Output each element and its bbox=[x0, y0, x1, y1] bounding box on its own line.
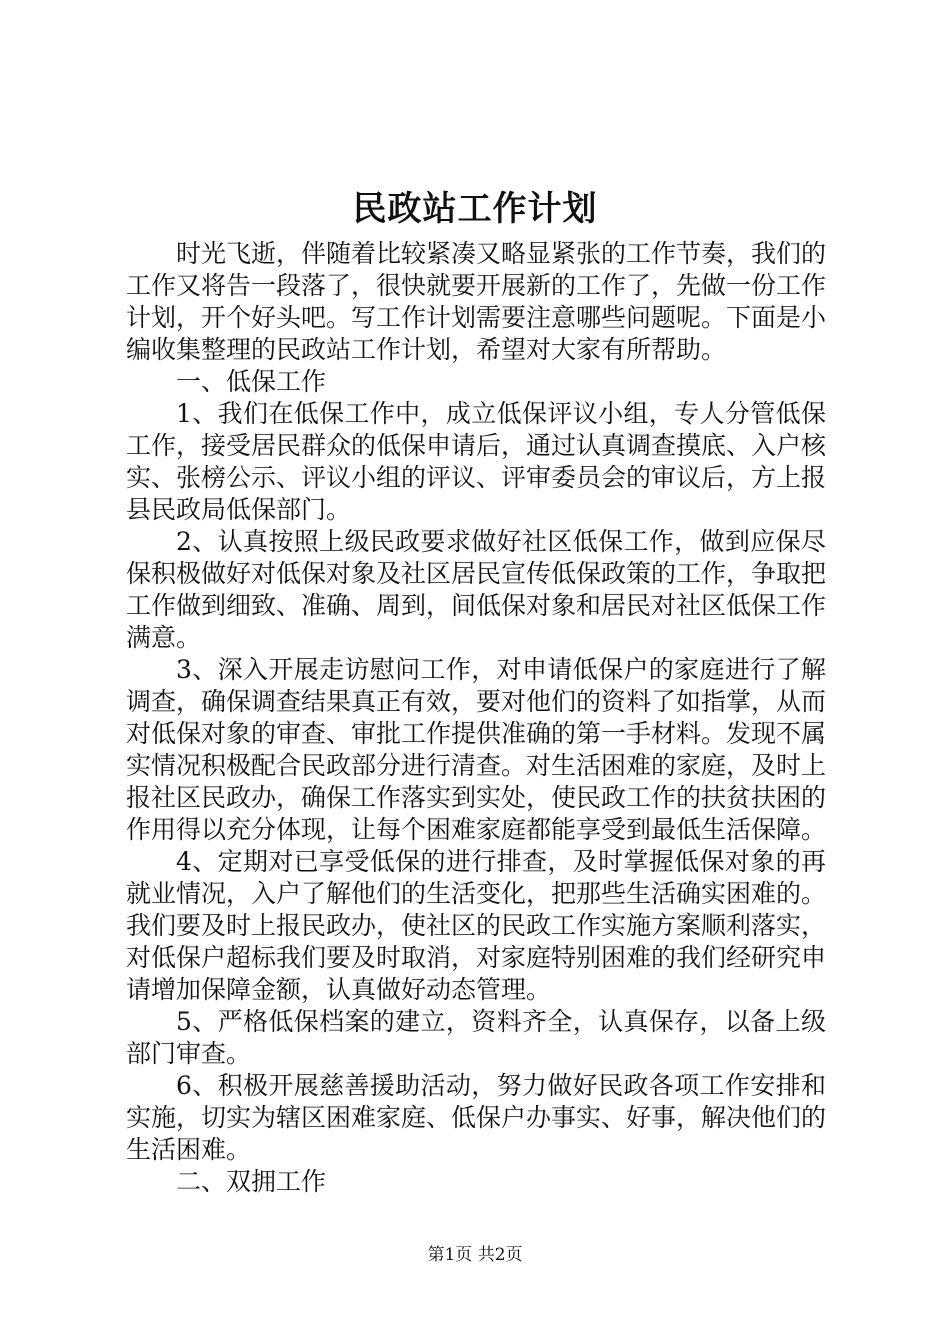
item-paragraph-2: 2、认真按照上级民政要求做好社区低保工作，做到应保尽保积极做好对低保对象及社区居民宣传低保政策的工作，争取把工作做到细致、准确、周到，间低保对象和居民对社区低保工作满意。 bbox=[126, 527, 827, 652]
document-body bbox=[126, 238, 826, 1198]
item-paragraph-3: 3、深入开展走访慰问工作，对申请低保户的家庭进行了解调查，确保调查结果真正有效，要对他们的资料了如指掌，从而对低保对象的审查、审批工作提供准确的第一手材料。发现不属实情况积极配合民政部分进行清查。对生活困难的家庭，及时上报社区民政办，确保工作落实到实处，使民政工作的扶贫扶困的作用得以充分体现，让每个困难家庭都能享受到最低生活保障。 bbox=[126, 655, 827, 844]
item-paragraph-5: 5、严格低保档案的建立，资料齐全，认真保存，以备上级部门审查。 bbox=[126, 1007, 826, 1068]
item-paragraph-1: 1、我们在低保工作中，成立低保评议小组，专人分管低保工作，接受居民群众的低保申请后，通过认真调查摸底、入户核实、张榜公示、评议小组的评议、评审委员会的审议后，方上报县民政局低保部门。 bbox=[126, 399, 827, 524]
section-heading-dual-support: 二、双拥工作 bbox=[176, 1167, 327, 1196]
item-paragraph-6: 6、积极开展慈善援助活动，努力做好民政各项工作安排和实施，切实为辖区困难家庭、低保户办事实、好事，解决他们的生活困难。 bbox=[126, 1071, 827, 1164]
page-footer: 第1页 共2页 bbox=[427, 1245, 523, 1265]
section-heading-low-income: 一、低保工作 bbox=[176, 367, 327, 396]
document-title: 民政站工作计划 bbox=[352, 189, 598, 229]
item-paragraph-4: 4、定期对已享受低保的进行排查，及时掌握低保对象的再就业情况，入户了解他们的生活变化，把那些生活确实困难的。我们要及时上报民政办，使社区的民政工作实施方案顺利落实，对低保户超标我们要及时取消，对家庭特别困难的我们经研究申请增加保障金额，认真做好动态管理。 bbox=[126, 847, 827, 1004]
intro-paragraph: 时光飞逝，伴随着比较紧凑又略显紧张的工作节奏，我们的工作又将告一段落了，很快就要开展新的工作了，先做一份工作计划，开个好头吧。写工作计划需要注意哪些问题呢。下面是小编收集整理的民政站工作计划，希望对大家有所帮助。 bbox=[126, 239, 827, 364]
